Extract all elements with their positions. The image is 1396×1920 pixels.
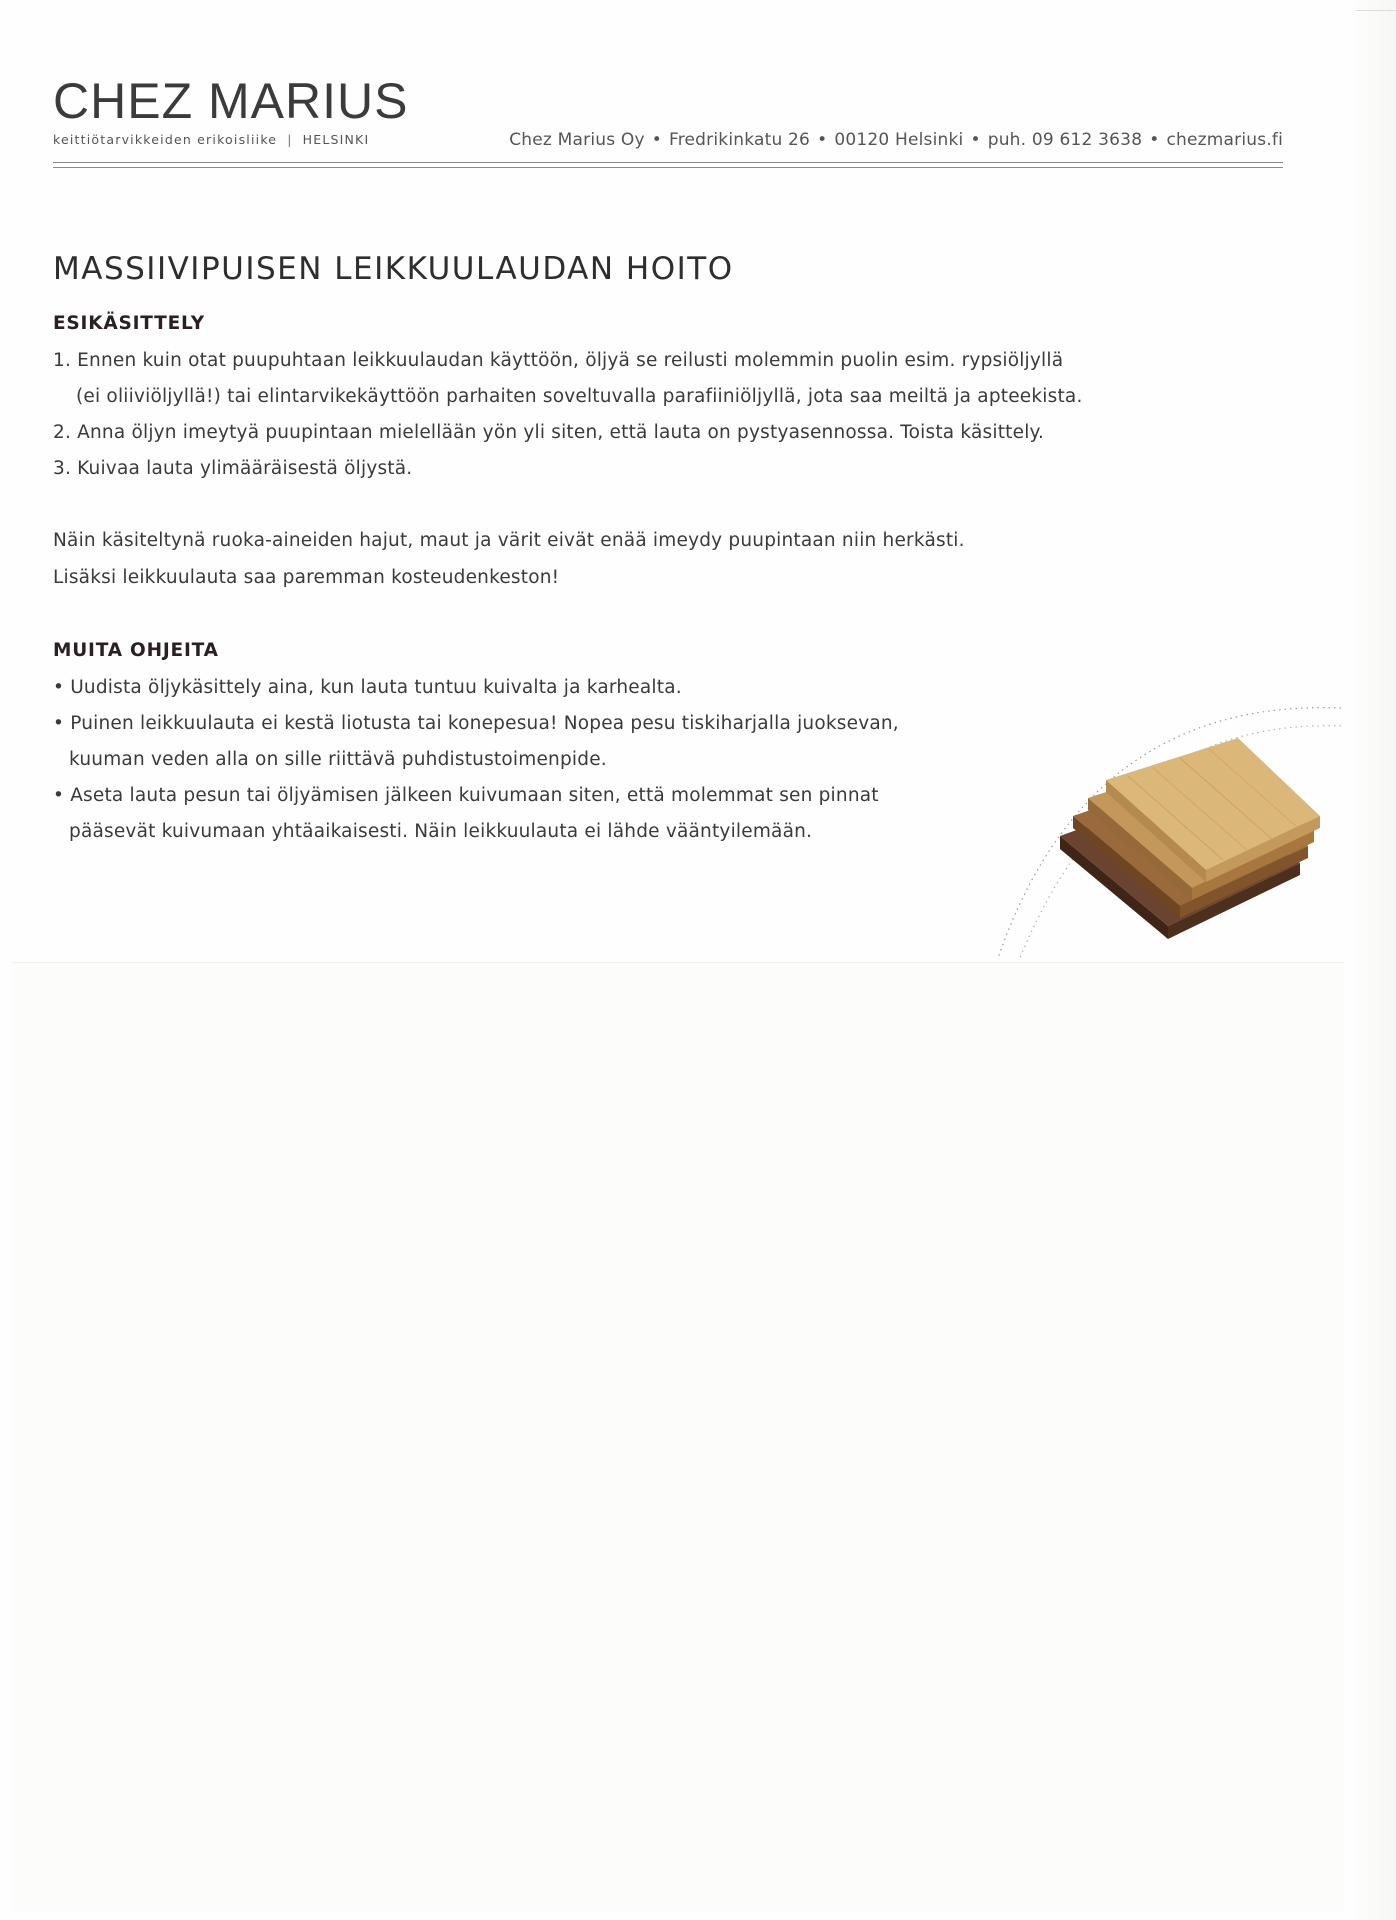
page-title: MASSIIVIPUISEN LEIKKUULAUDAN HOITO [53, 250, 734, 287]
bullet-item: • Aseta lauta pesun tai öljyämisen jälkeen kuivumaan siten, että molemmat sen pinnat [53, 785, 879, 806]
note-text: Näin käsiteltynä ruoka-aineiden hajut, maut ja värit eivät enää imeydy puupintaan niin herkästi. [53, 530, 965, 551]
bullet-item-continuation: pääsevät kuivumaan yhtäaikaisesti. Näin leikkuulauta ei lähde vääntyilemään. [69, 821, 813, 842]
scan-edge [1344, 0, 1396, 1920]
brand-logo-text: CHEZ MARIUS [53, 73, 409, 129]
tagline-separator: | [287, 132, 293, 147]
tagline-left: keittiötarvikkeiden erikoisliike [53, 132, 278, 147]
street-address: Fredrikinkatu 26 [668, 130, 811, 150]
bullet-item: • Uudista öljykäsittely aina, kun lauta tuntuu kuivalta ja karhealta. [53, 677, 682, 698]
list-item: 3. Kuivaa lauta ylimääräisestä öljystä. [53, 458, 413, 479]
company-name: Chez Marius Oy [509, 130, 645, 150]
lower-blank-area [12, 962, 1344, 1912]
separator-dot: • [970, 130, 981, 150]
header-rule-bottom [53, 167, 1283, 168]
separator-dot: • [1149, 130, 1160, 150]
section-heading-pretreatment: ESIKÄSITTELY [53, 313, 205, 334]
note-text: Lisäksi leikkuulauta saa paremman kosteudenkeston! [53, 567, 560, 588]
bullet-item-continuation: kuuman veden alla on sille riittävä puhdistustoimenpide. [69, 749, 607, 770]
contact-line [509, 130, 1283, 150]
separator-dot: • [651, 130, 662, 150]
list-item: 2. Anna öljyn imeytyä puupintaan mielellään yön yli siten, että lauta on pystyasennossa. Toista käsittely. [53, 422, 1045, 443]
scan-mark [1356, 10, 1396, 11]
website: chezmarius.fi [1166, 130, 1283, 150]
phone-number: puh. 09 612 3638 [987, 130, 1143, 150]
header-rule-top [53, 162, 1283, 163]
section-heading-other-instructions: MUITA OHJEITA [53, 640, 219, 661]
tagline-right: HELSINKI [302, 132, 370, 147]
list-item: 1. Ennen kuin otat puupuhtaan leikkuulaudan käyttöön, öljyä se reilusti molemmin puolin esim. rypsiöljyllä [53, 350, 1064, 371]
bullet-item: • Puinen leikkuulauta ei kestä liotusta tai konepesua! Nopea pesu tiskiharjalla juoksevan, [53, 713, 899, 734]
postal-city: 00120 Helsinki [834, 130, 964, 150]
stacked-cutting-boards-icon [968, 688, 1348, 968]
tagline [53, 132, 369, 147]
separator-dot: • [817, 130, 828, 150]
list-item-continuation: (ei oliiviöljyllä!) tai elintarvikekäyttöön parhaiten soveltuvalla parafiiniöljyllä, jota saa meiltä ja apteekista. [76, 386, 1083, 407]
